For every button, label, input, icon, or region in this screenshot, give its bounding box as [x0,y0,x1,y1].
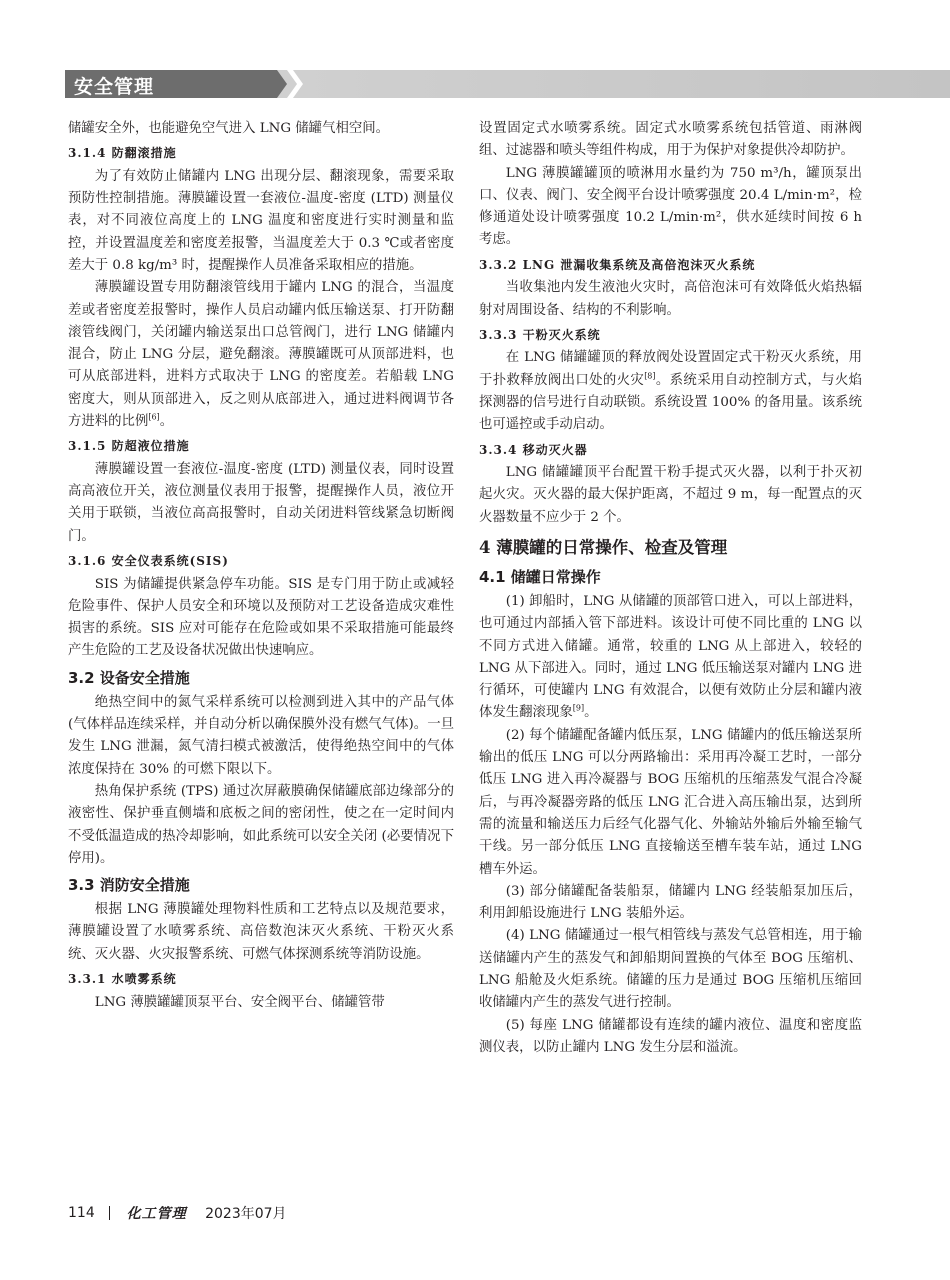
citation: [9] [572,703,585,713]
paragraph: LNG 储罐罐顶平台配置干粉手提式灭火器，以利于扑灭初起火灾。灭火器的最大保护距离，不超过 9 m，每一配置点的灭火器数量不应少于 2 个。 [479,465,862,525]
paragraph-text: 在 LNG 储罐罐顶的释放阀处设置固定式干粉灭火系统，用于扑救释放阀出口处的火灾 [479,350,862,388]
paragraph: LNG 薄膜罐罐顶的喷淋用水量约为 750 m³/h，罐顶泵出口、仪表、阀门、安全阀平台设计喷雾强度 20.4 L/min·m²，检修通道处设计喷雾强度 10.2 L/min·m²，供水延续时间按 6 h 考虑。 [479,165,862,248]
citation: [6] [148,412,160,422]
paragraph: 为了有效防止储罐内 LNG 出现分层、翻滚现象，需要采取预防性控制措施。薄膜罐设置一套液位-温度-密度 (LTD) 测量仪表，对不同液位高度上的 LNG 温度和密度进行实时测量和监控，并设置温度差和密度差报警，当温度差大于 0.3 ℃或者密度差大于 0.8 kg/m³ 时，提醒操作人员准备采取相应的措施。 [68,168,454,273]
paragraph: 储罐安全外，也能避免空气进入 LNG 储罐气相空间。 [68,121,390,136]
citation: [8] [644,371,656,381]
journal-name: 化工管理 [126,1206,187,1222]
heading-3-1-6: 3.1.6 安全仪表系统(SIS) [68,554,229,569]
paragraph: 设置固定式水喷雾系统。固定式水喷雾系统包括管道、雨淋阀组、过滤器和喷头等组件构成，用于为保护对象提供冷却防护。 [479,121,862,159]
heading-3-3: 3.3 消防安全措施 [68,876,190,895]
paragraph [479,591,862,725]
section-header [65,70,950,98]
heading-3-1-4: 3.1.4 防翻滚措施 [68,146,177,161]
heading-4-1: 4.1 储罐日常操作 [479,567,601,586]
paragraph: SIS 为储罐提供紧急停车功能。SIS 是专门用于防止或减轻危险事件、保护人员安全和环境以及预防对工艺设备造成灾难性损害的系统。SIS 应对可能存在危险或如果不采取措施可能最终产生危险的工艺及设备状况做出快速响应。 [68,576,454,659]
paragraph-text: 。系统采用自动控制方式，与火焰探测器的信号进行自动联锁。系统设置 100% 的备用量。该系统也可遥控或手动启动。 [479,372,863,433]
right-column [479,118,862,1059]
paragraph: (3) 部分储罐配备装船泵，储罐内 LNG 经装船泵加压后，利用卸船设施进行 LNG 装船外运。 [479,883,862,922]
page-number: 114 [68,1205,95,1221]
paragraph: 当收集池内发生液池火灾时，高倍泡沫可有效降低火焰热辐射对周围设备、结构的不利影响。 [479,280,862,318]
paragraph [68,277,454,433]
paragraph-text: 。 [584,705,598,721]
paragraph-text: 。 [159,414,174,430]
paragraph: (5) 每座 LNG 储罐都设有连续的罐内液位、温度和密度监测仪表，以防止罐内 LNG 发生分层和溢流。 [479,1017,862,1055]
heading-3-1-5: 3.1.5 防超液位措施 [68,439,190,454]
heading-3-3-3: 3.3.3 干粉灭火系统 [479,327,601,342]
paragraph: 根据 LNG 薄膜罐处理物料性质和工艺特点以及规范要求，薄膜罐设置了水喷雾系统、高倍数泡沫灭火系统、干粉灭火系统、灭火器、火灾报警系统、可燃气体探测系统等消防设施。 [68,902,454,962]
heading-3-3-2: 3.3.2 LNG 泄漏收集系统及高倍泡沫灭火系统 [479,257,756,272]
left-column [68,118,454,1014]
heading-4: 4 薄膜罐的日常操作、检查及管理 [479,537,728,557]
page-footer [68,1203,287,1223]
paragraph: (2) 每个储罐配备罐内低压泵，LNG 储罐内的低压输送泵所输出的低压 LNG 可以分两路输出：采用再冷凝工艺时，一部分低压 LNG 进入再冷凝器与 BOG 压缩机的压缩蒸发气混合冷凝后，与再冷凝器旁路的低压 LNG 汇合进入高压输出泵，达到所需的流量和输送压力后经气化器气化、外输站外输后外输至输气干线。另一部分低压 LNG 直接输送至槽车装车站，通过 LNG 槽车外运。 [479,727,862,877]
section-title: 安全管理 [74,76,155,98]
issue-date: 2023年07月 [205,1206,287,1222]
paragraph-text: (1) 卸船时，LNG 从储罐的顶部管口进入，可以上部进料，也可通过内部插入管下部进料。该设计可使不同比重的 LNG 以不同方式进入储罐。通常，较重的 LNG 从上部进入，较轻的 LNG 从下部进入。同时，通过 LNG 低压输送泵对罐内 LNG 进行循环，可使罐内 LNG 有效混合，以便有效防止分层和罐内液体发生翻滚现象 [479,593,863,721]
heading-3-2: 3.2 设备安全措施 [68,668,190,687]
paragraph: (4) LNG 储罐通过一根气相管线与蒸发气总管相连，用于输送储罐内产生的蒸发气和卸船期间置换的气体至 BOG 压缩机、LNG 船舱及火炬系统。储罐的压力是通过 BOG 压缩机压缩回收储罐内产生的蒸发气进行控制。 [479,928,862,1011]
heading-3-3-4: 3.3.4 移动灭火器 [479,442,588,457]
paragraph: 绝热空间中的氮气采样系统可以检测到进入其中的产品气体 (气体样品连续采样，并自动分析以确保膜外没有燃气气体)。一旦发生 LNG 泄漏，氮气清扫模式被激活，使得绝热空间中的气体浓度保持在 30% 的可燃下限以下。 [68,694,454,777]
paragraph: 热角保护系统 (TPS) 通过次屏蔽膜确保储罐底部边缘部分的液密性、保护垂直侧墙和底板之间的密闭性，使之在一定时间内不受低温造成的热冷却影响，如此系统可以安全关闭 (必要情况下停用)。 [68,783,454,866]
paragraph: 薄膜罐设置一套液位-温度-密度 (LTD) 测量仪表，同时设置高高液位开关，液位测量仪表用于报警，提醒操作人员，液位开关用于联锁，当液位高高报警时，自动关闭进料管线紧急切断阀门。 [68,461,454,544]
heading-3-3-1: 3.3.1 水喷雾系统 [68,972,177,986]
footer-divider [109,1206,110,1220]
paragraph-text: 薄膜罐设置专用防翻滚管线用于罐内 LNG 的混合，当温度差或者密度差报警时，操作人员启动罐内低压输送泵、打开防翻滚管线阀门，关闭罐内输送泵出口总管阀门，进行 LNG 储罐内混合，防止 LNG 分层，避免翻滚。薄膜罐既可从顶部进料，也可从底部进料，进料方式取决于 LNG 的密度差。若船载 LNG 密度大，则从顶部进入，反之则从底部进入，通过进料阀调节各方进料的比例 [68,280,454,430]
paragraph: LNG 薄膜罐罐顶泵平台、安全阀平台、储罐管带 [94,994,385,1010]
paragraph [479,347,862,436]
